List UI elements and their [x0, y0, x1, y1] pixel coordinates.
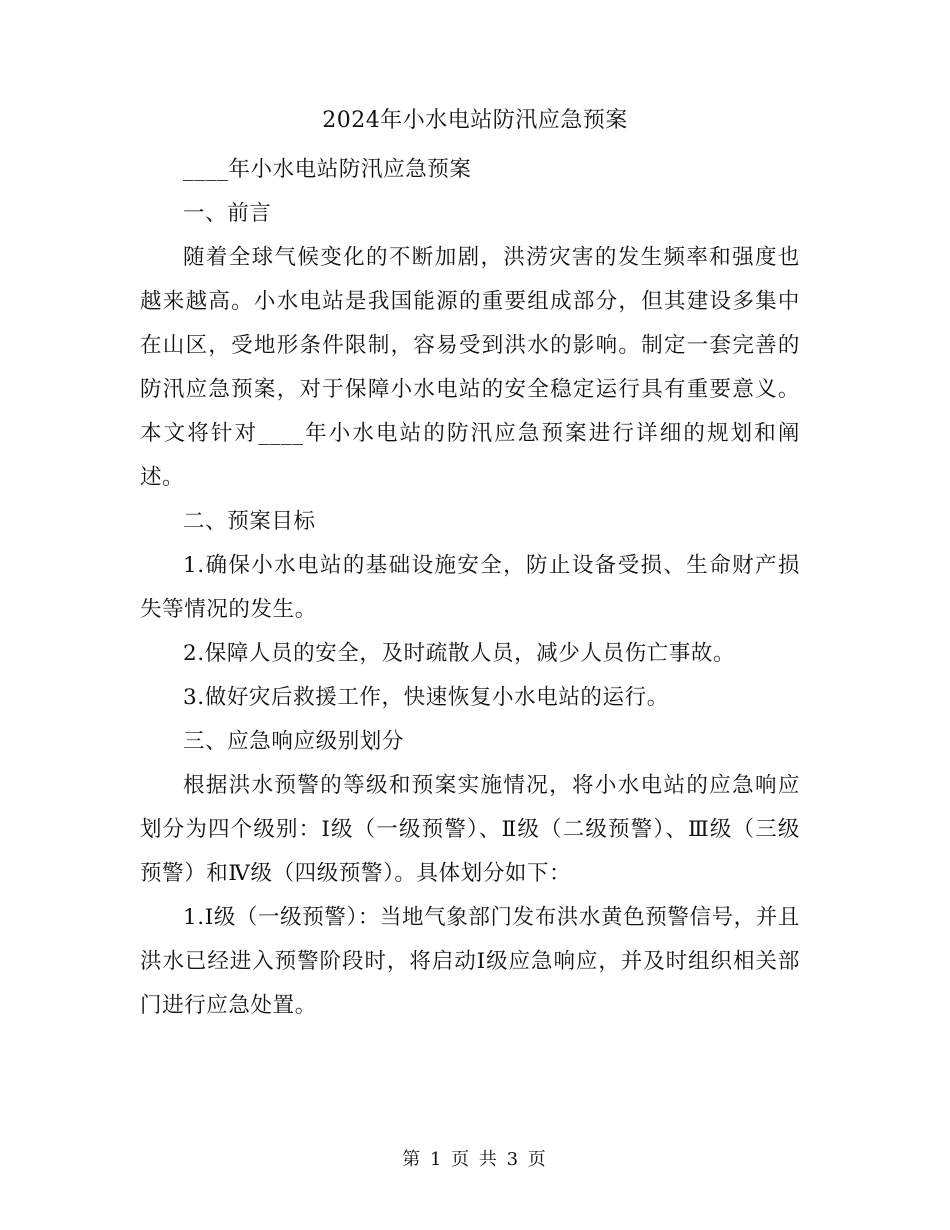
section-heading-goals: 二、预案目标	[183, 509, 316, 534]
paragraph-preface: 随着全球气候变化的不断加剧，洪涝灾害的发生频率和强度也越来越高。小水电站是我国能源的重要组成部分，但其建设多集中在山区，受地形条件限制，容易受到洪水的影响。制定一套完善的防汛应急预案，对于保障小水电站的安全稳定运行具有重要意义。本文将针对____年小水电站的防汛应急预案进行详细的规划和阐述。	[140, 245, 800, 490]
goal-item-3: 3.做好灾后救援工作，快速恢复小水电站的运行。	[183, 685, 669, 710]
section-heading-preface: 一、前言	[183, 201, 272, 226]
paragraph-response-levels: 根据洪水预警的等级和预案实施情况，将小水电站的应急响应划分为四个级别：Ⅰ级（一级预警）、Ⅱ级（二级预警）、Ⅲ级（三级预警）和Ⅳ级（四级预警）。具体划分如下：	[140, 773, 800, 886]
page-footer: 第 1 页 共 3 页	[402, 1149, 548, 1170]
document-title: 2024年小水电站防汛应急预案	[322, 108, 628, 133]
subtitle-paragraph: ____年小水电站防汛应急预案	[183, 157, 472, 182]
goal-item-2: 2.保障人员的安全，及时疏散人员，减少人员伤亡事故。	[183, 641, 736, 666]
goal-item-1: 1.确保小水电站的基础设施安全，防止设备受损、生命财产损失等情况的发生。	[140, 553, 800, 622]
section-heading-response-levels: 三、应急响应级别划分	[183, 729, 405, 754]
level-item-1: 1.Ⅰ级（一级预警）：当地气象部门发布洪水黄色预警信号，并且洪水已经进入预警阶段时，将启动Ⅰ级应急响应，并及时组织相关部门进行应急处置。	[140, 905, 800, 1018]
document-body	[140, 148, 800, 1028]
